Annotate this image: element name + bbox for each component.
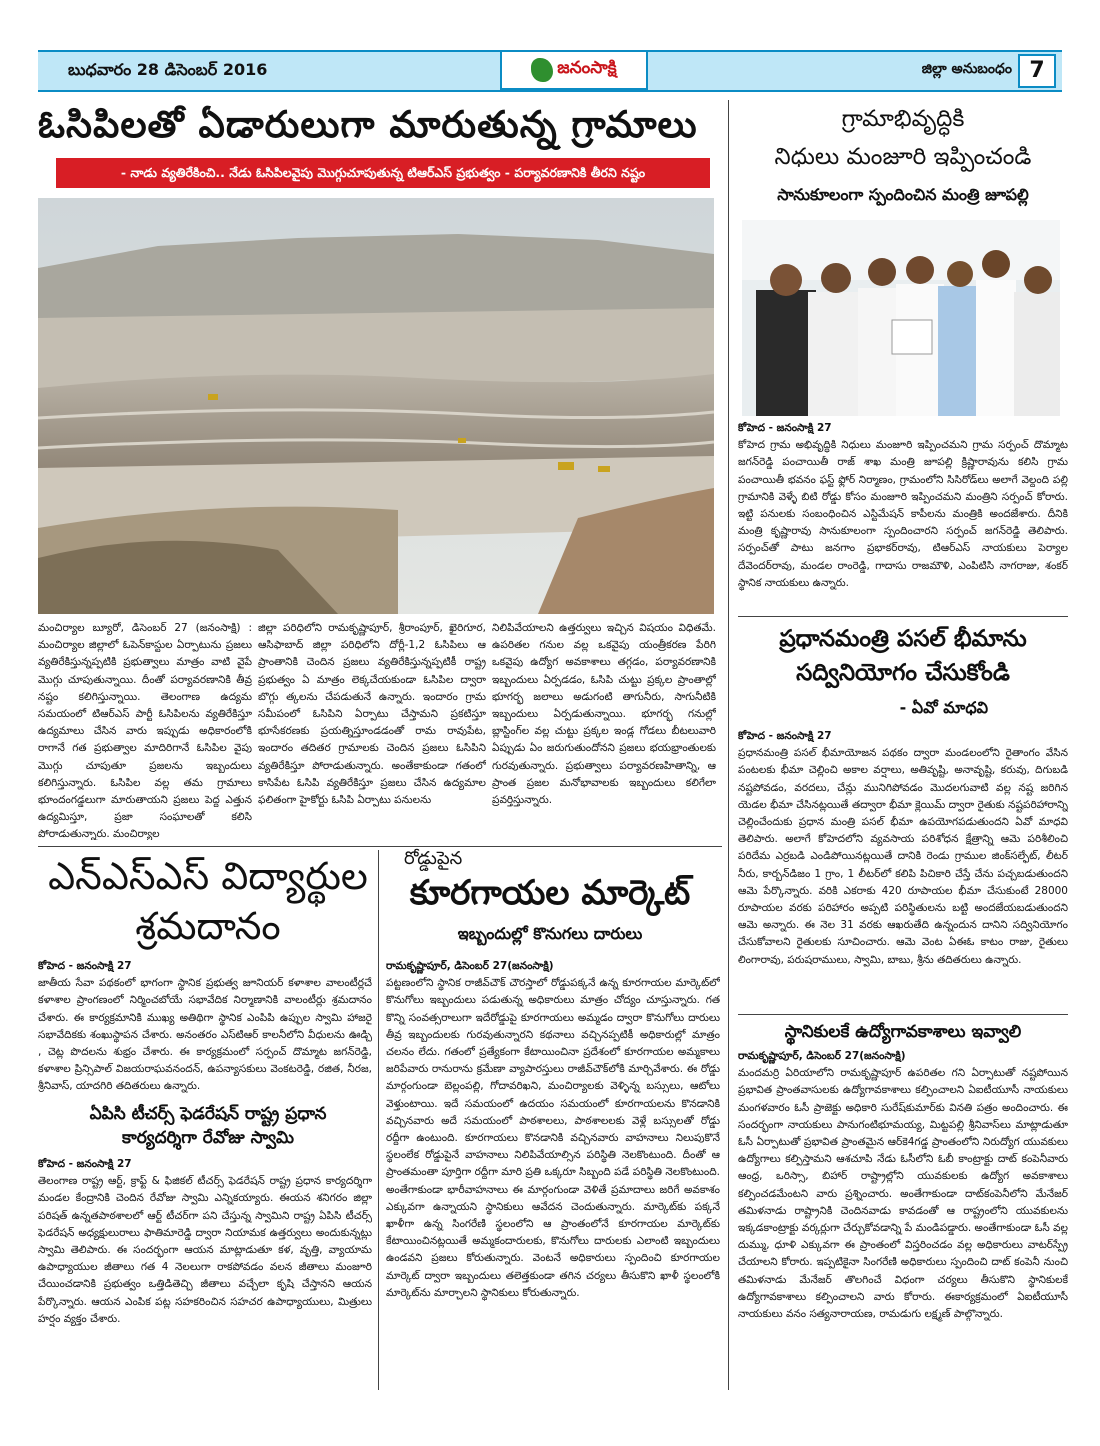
- page-header: [38, 50, 1062, 92]
- market-body: రామకృష్ణాపూర్, డిసెంబర్ 27(జనంసాక్షి) పట్టణంలోని స్థానిక రాజీవ్‌చౌక్ చౌరస్తాలో రోడ్డుపక్కనే ఉన్న కూరగాయల మార్కెట్‌లో కొనుగోలు ఇబ్బందులు పడుతున్న అధికారులు మాత్రం చోద్యం చూస్తున్నారు. గత కొన్ని సంవత్సరాలుగా ఇదేరోడ్డుపై కూరగాయలు అమ్మడం ద్వారా కొనుగోలు దారులు తీవ్ర ఇబ్బందులకు గురవుతున్నారని కథనాలు వచ్చినప్పటికీ అధికారుల్లో మాత్రం చలనం లేదు. గతంలో ప్రత్యేకంగా కేటాయించినా ప్రదేశంలో కూరగాయల అమ్మకాలు జరిపేవారు రానురాను క్రమేణా వ్యాపారస్తులు రాజీవ్‌చౌక్‌లోకి మార్చివేశారు. ఈ రోడ్డు మార్గంగుండా బెల్లంపల్లి, గోదావరిఖని, మంచిర్యాలకు వెళ్ళిన్న బస్సులు, ఆటోలు వెళ్తుంటాయి. ఇదే సమయంలో ఉదయం సమయంలో కూరగాయలను కొనడానికి వచ్చినవారు అదే సమయంలో పాఠశాలలు, పాఠశాలలకు వెళ్లే బస్సులతో రోడ్డు రద్దీగా ఉంటుంది. కూరగాయలు కొనడానికి వచ్చినవారు వాహనాలు నిలుపుకొనే స్థలంలేక రోడ్డుపైనే వాహనాలు నిలిపివేయాల్సిన పరిస్థితి నెలకొంటుంది. దీంతో ఆ ప్రాంతమంతా పూర్తిగా రద్దీగా మారి ప్రతి ఒక్కరూ సిబ్బంది పడే పరిస్థితి నెలకొంటుంది. అంతేగాకుండా భారీవాహనాలు ఈ మార్గంగుండా వెళితే ప్రమాదాలు జరిగే అవకాశం ఎక్కువగా ఉన్నాయని స్థానికులు ఆవేదన చెందుతున్నారు. మార్కెట్‌కు పక్కనే ఖాళీగా ఉన్న సింగరేణి స్థలంలోని ఆ ప్రాంతంలోనే కూరగాయల మార్కెట్‌కు కేటాయించినట్లయితే అమ్మకందారులకు, కొనుగోలు దారులకు ఎలాంటి ఇబ్బందులు ఉండవని ప్రజలు కోరుతున్నారు. వెంటనే అధికారులు స్పందించి కూరగాయల మార్కెట్ ద్వారా ఇబ్బందులు తలెత్తకుండా తగిన చర్యలు తీసుకొని ఖాళీ స్థలంలోకి మార్కెట్‌ను మార్చాలని స్థానికులు కోరుతున్నారు.: [386, 960, 720, 1299]
- masthead-logo: [500, 52, 648, 90]
- grama-headline-2: నిధులు మంజూరి ఇప్పించండి: [774, 144, 1032, 170]
- header-date: బుధవారం 28 డిసెంబర్ 2016: [68, 60, 268, 79]
- column-divider: [378, 850, 379, 1390]
- lead-kicker: - నాడు వ్యతిరేకించి.. నేడు ఓసిపిలవైపు మొగ్గుచూపుతున్న టిఆర్ఎస్ ప్రభుత్వం - పర్యావరణానికి తీరని నష్టం: [56, 158, 710, 188]
- apc-body: కోహెద - జనంసాక్షి 27 తెలంగాణ రాష్ట్ర ఆర్ట్, క్రాఫ్ట్ & ఫిజికల్ టీచర్స్ ఫెడరేషన్ రాష్ట్ర ప్రధాన కార్యదర్శిగా మండల కేంద్రానికి చెందిన రేవోజు స్వామి ఎన్నికయ్యారు. ఈయన శనిగరం జిల్లా పరిషత్ ఉన్నతపాఠశాలలో ఆర్ట్ టీచర్‌గా పని చేస్తున్న స్వామిని రాష్ట్ర ఏపిసి టీచర్స్ ఫెడరేషన్ అధ్యక్షులురాలు ఫాతిమారెడ్డి ద్వారా నియామక ఉత్తర్వులు అందుకున్నట్లు స్వామి తెలిపారు. ఈ సందర్భంగా ఆయన మాట్లాడుతూ కళ, వృత్తి, వ్యాయామ ఉపాధ్యాయుల జీతాలు గత 4 నెలలుగా రాకపోవడం వలన జీతాలు మంజూరి చేయించడానికి ప్రభుత్వం ఒత్తిడితెచ్చి జీతాలు వచ్చేలా కృషి చేస్తానని ఆయన పేర్కొన్నారు. ఆయన ఎంపిక పట్ల సహకరించిన సహచర ఉపాధ్యాయులు, మిత్రులు హర్షం వ్యక్తం చేశారు.: [38, 1158, 372, 1325]
- section-divider: [38, 846, 722, 847]
- section-name: జిల్లా అనుబంధం: [921, 61, 1012, 77]
- nss-headline-1: ఎన్ఎస్ఎస్ విద్యార్థుల: [48, 854, 368, 898]
- page-number: 7: [1018, 54, 1056, 88]
- market-dateline: రామకృష్ణాపూర్, డిసెంబర్ 27(జనంసాక్షి): [386, 960, 554, 972]
- nss-dateline: కోహెద - జనంసాక్షి 27: [38, 960, 132, 972]
- lead-column-1: మంచిర్యాల బ్యూరో, డిసెంబర్ 27 (జనంసాక్షి) : మంచిర్యాల జిల్లాలో ఓపెన్‌కాస్టుల ఏర్పాటును ప్రజలు వ్యతిరేకిస్తున్నప్పటికి ప్రభుత్వాలు మాత్రం వాటి వైపే మొగ్గు చూపుతున్నాయి. దీంతో పర్యావరణానికి తీవ్ర నష్టం కలిగిస్తున్నాయి. తెలంగాణ ఉద్యమ సమయంలో టిఆర్ఎస్ పార్టీ ఓసిపిలను వ్యతిరేకిస్తూ ఉద్యమాలు చేసిన వారు ఇప్పుడు అధికారంలోకి రాగానే గత ప్రభుత్వాల మాదిరిగానే ఓసిపిల వైపు మొగ్గు చూపుతూ ప్రజలను ఇబ్బందులు కలిగిస్తున్నారు. ఓసిపిల వల్ల తమ గ్రామాలు భూందంగడ్డలుగా మారుతాయని ప్రజలు పెద్ద ఎత్తున ఉద్యమిస్తూ, ప్రజా సంఘాలతో కలిసి పోరాడుతున్నారు. మంచిర్యాల: [38, 622, 252, 840]
- nss-headline-2: శ్రమదానం: [135, 904, 281, 948]
- column-divider: [728, 100, 729, 1390]
- local-jobs-dateline: రామకృష్ణాపూర్, డిసెంబర్ 27(జనంసాక్షి): [738, 1050, 906, 1062]
- section-divider: [738, 1014, 1068, 1015]
- grama-dateline: కోహెద - జనంసాక్షి 27: [738, 422, 832, 434]
- local-jobs-headline: స్థానికులకే ఉద్యోగావకాశాలు ఇవ్వాలి: [784, 1022, 1022, 1042]
- india-map-icon: [531, 58, 553, 82]
- bima-byline: - ఏవో మాధవి: [899, 698, 988, 717]
- grama-subhead: సానుకూలంగా స్పందించిన మంత్రి జూపల్లి: [777, 185, 1029, 204]
- bima-body: కోహెద - జనంసాక్షి 27 ప్రధానమంత్రి పసల్ భీమాయోజన పథకం ద్వారా మండలంలోని రైతాంగం వేసిన పంటలకు భీమా చెల్లించి అకాల వర్షాలు, అతివృష్టి, అనావృష్టి, కరువు, దిగుబడి నష్టపోవడం, వరదలు, చేన్లు మునిగిపోవడం మొదలగువాటి వల్ల నష్ట జరిగిన యెడల భీమా చేసినట్లయితే తద్వారా భీమా క్లెయిమ్ ద్వారా రైతుకు నష్టపరిహారాన్ని చెల్లించేందుకు ప్రధాన మంత్రి పసల్ భీమా ఉపయోగపడుతుందని ఏవో మాధవి తెలిపారు. అలాగే కోహెదలోని వ్యవసాయ పరిశోధన క్షేత్రాన్ని ఆమె పరిశీలించి పరిదేమ ఎర్రబడి ఎండిపోయినట్లయితే దానికి రెండు గ్రాముల జింక్‌సల్ఫేట్, లీటర్ నీరు, కార్బన్‌డిజం 1 గ్రాం, 1 లీటర్‌లో కలిపి పిచికారి చేస్తే చేను పచ్చబడుతుందని ఆమె పేర్కొన్నారు. వరికి ఎకరాకు 420 రూపాయల భీమా చేసుకుంటే 28000 రూపాయల వరకు పరిహారం అప్పటి పరిస్థితులను బట్టి అందజేయబడుతుందని ఆమె అన్నారు. ఈ నెల 31 వరకు ఆఖరుతేది ఉన్నందున దానిని సద్వినియోగం చేసుకోవాలని రైతులకు సూచించారు. ఆమె వెంట ఏఈఓ కాటం రాజు, రైతులు లింగారావు, పరుషరాములు, స్వామి, బాబు, శ్రీను తదితరులు ఉన్నారు.: [738, 730, 1068, 966]
- apc-headline-1: ఏపిసి టీచర్స్ ఫెడరేషన్ రాష్ట్ర ప్రధాన: [89, 1104, 327, 1124]
- minister-meeting-photo: [742, 220, 1060, 416]
- section-divider: [738, 616, 1068, 617]
- grama-body: కోహెద - జనంసాక్షి 27 కోహెద గ్రామ అభివృద్ధికి నిధులు మంజూరి ఇప్పించమని గ్రామ సర్పంచ్ దొమ్మాట జగన్‌రెడ్డి పంచాయితీ రాజ్ శాఖ మంత్రి జూపల్లి క్రిష్ణారావును కలిసి గ్రామ పంచాయితీ భవనం ఫస్ట్ ఫ్లోర్ నిర్మాణం, గ్రామంలోని సిసిరోడ్‌లు అలాగే వెల్దంది పల్లి గ్రామానికి వెళ్ళే బిటి రోడ్డు కోసం మంజూరి ఇప్పించమని మంత్రిని సర్పంచ్ కోరారు. ఇట్టి పనులకు సంబంధించిన ఎస్టిమేషన్ కాపీలను మంత్రికి అందజేశారు. దీనికి మంత్రి కృష్ణారావు సానుకూలంగా స్పందించారని సర్పంచ్ జగన్‌రెడ్డి తెలిపారు. సర్పంచ్‌తో పాటు జనగాం ప్రభాకర్‌రావు, టిఆర్ఎస్ నాయకులు పెర్యాల దేవెందర్‌రావు, మండల రాంరెడ్డి, గాదాసు రాజమౌళి, ఎంపిటిసి నాగరాజు, శంకర్ స్థానిక నాయకులు ఉన్నారు.: [738, 422, 1068, 589]
- market-subhead: ఇబ్బందుల్లో కొనుగలు దారులు: [457, 924, 643, 943]
- lead-headline: ఓసిపిలతో ఏడారులుగా మారుతున్న గ్రామాలు: [38, 103, 698, 146]
- apc-headline-2: కార్యదర్శిగా రేవోజు స్వామి: [122, 1128, 294, 1148]
- local-jobs-body: రామకృష్ణాపూర్, డిసెంబర్ 27(జనంసాక్షి) మందమర్రి ఏరియాలోని రామకృష్ణాపూర్ ఉపరితల గని ఏర్పాటుతో నష్టపోయిన ప్రభావిత ప్రాంతవాసులకు ఉద్యోగావకాశాలు కల్పించాలని ఏఐటీయూసీ నాయకులు మంగళవారం ఓసీ ప్రాజెక్టు అధికారి సురేష్‌కుమార్‌కు వినతి పత్రం అందించారు. ఈ సందర్భంగా నాయకులు పానుగంటిభూమయ్య, మిట్టపల్లి శ్రీనివాస్‌లు మాట్లాడుతూ ఓసీ ఏర్పాటుతో ప్రభావిత ప్రాంతమైన ఆర్‌కె4గడ్డ ప్రాంతంలోని నిరుద్యోగ యువకులు ఉద్యోగాలు కల్పిస్తామని ఆశచూపి నేడు ఓసీలోని ఓబీ కాంట్రాక్టు దాట్ కంపెనీవారు ఆంధ్ర, ఒరిస్సా, బిహార్ రాష్ట్రాల్లోని యువకులకు ఉద్యోగ అవకాశాలు కల్పించడమేంటని వారు ప్రశ్నించారు. అంతేగాకుండా దాట్‌కంపెనీలోని మేనేజర్ తమిళనాడు రాష్ట్రానికి చెందినవాడు కావడంతో ఆ రాష్ట్రంలోని యువకులను ఇక్కడకాంట్రాక్టు వర్కర్లుగా చేర్చుకోవడాన్ని పే మండిపడ్డారు. అంతేగాకుండా ఓసీ వల్ల దుమ్ము, ధూళి ఎక్కువగా ఈ ప్రాంతంలో విస్తరించడం వల్ల అధికారులు వాటర్‌స్ప్రే చేయాలని కోరారు. ఇప్పటికైనా సింగరేణి అధికారులు స్పందించి దాట్ కంపెనీ నుంచి తమిళనాడు మేనేజర్ తొలగించే విధంగా చర్యలు తీసుకొని స్థానికులకే ఉద్యోగావకాశాలు కల్పించాలని వారు కోరారు. ఈకార్యక్రమంలో ఏఐటీయూసీ నాయకులు వనం సత్యనారాయణ, రామడుగు లక్ష్మణ్ పాల్గొన్నారు.: [738, 1050, 1068, 1321]
- bima-dateline: కోహెద - జనంసాక్షి 27: [738, 730, 832, 742]
- apc-dateline: కోహెద - జనంసాక్షి 27: [38, 1158, 132, 1170]
- open-cast-mine-photo: [38, 198, 714, 614]
- market-headline-2: కూరగాయల మార్కెట్: [409, 873, 691, 913]
- lead-column-3: నిలిపివేయాలని ఉత్తర్వులు ఇచ్చిన విషయం విధితమే. ఉపరితల గనుల వల్ల ఒకవైపు యంత్రీకరణ పేరిగి ఒకవైపు ఉద్యోగ అవకాశాలు తగ్గడం, పర్యావరణానికి ఇబ్బందులు ఏర్పడడం, ఓసిపి చుట్టు ప్రక్కల ప్రాంతాల్లో భూగర్భ జలాలు అడుగంటి తాగునీరు, సాగునీటికి ఇబ్బందులు ఏర్పడుతున్నాయి. భూగర్భ గనుల్లో బ్లాస్టింగ్‌ల వల్ల చుట్టు ప్రక్కల ఇండ్ల గోడలు బీటలువారి ఏప్పుడు ఏం జరుగుతుందోనని ప్రజలు భయభ్రాంతులకు గురవుతున్నారు. ప్రభుత్వాలు పర్యావరణహితాన్ని, ఆ ప్రాంత ప్రజల మనోభావాలకు ఇబ్బందులు కలిగేలా ప్రవర్తిస్తున్నారు.: [492, 622, 716, 807]
- grama-headline-1: గ్రామాభివృద్ధికి: [841, 106, 965, 132]
- bima-headline-1: ప్రధానమంత్రి పసల్ భీమాను: [779, 626, 1027, 652]
- market-headline-1: రోడ్డుపైన: [404, 848, 463, 869]
- lead-column-2: జిల్లా పరిధిలోని రామకృష్ణాపూర్, శ్రీరాంపూర్, ఖైరిగూర, ఆసిఫాబాద్ జిల్లా పరిధిలోని దోర్లీ-1,2 ఓసిపిలు ఆ ప్రాంతానికి చెందిన ప్రజలు వ్యతిరేకిస్తున్నప్పటికీ రాష్ట్ర ప్రభుత్వం ఏ మాత్రం లెక్కచేయకుండా ఓసిపిల ద్వారా బొగ్గు త్కలను చేపడుతునే ఉన్నారు. ఇందారం గ్రామ సమీపంలో ఓసిపిని ఏర్పాటు చేస్తామని ప్రకటిస్తూ భూసేకరణకు ప్రయత్నిస్తూండడంతో రామ రావుపేట, ఇందారం తదితర గ్రామాలకు చెందిన ప్రజలు ఓసిపిని వ్యతిరేకిస్తూ పోరాడుతున్నారు. అంతేకాకుండా గతంలో కాసిపేట ఓసిపి వ్యతిరేకిస్తూ ప్రజలు చేసిన ఉద్యమాల ఫలితంగా హైకోర్టు ఓసిపి ఏర్పాటు పనులను: [258, 622, 486, 807]
- logo-text: జనంసాక్షి: [557, 58, 617, 78]
- nss-body: కోహెద - జనంసాక్షి 27 జాతీయ సేవా పథకంలో భాగంగా స్థానిక ప్రభుత్వ జూనియర్ కళాశాల వాలంటీర్లచే కళాశాల ప్రాంగణంలో నిర్మించబోయే సభావేదిక నిర్మాణానికి వాలంటీర్లు శ్రమదానం చేశారు. ఈ కార్యక్రమానికి ముఖ్య అతిథిగా స్థానిక ఎంపిపి ఉప్పుల స్వామి హాజరై సభావేదికకు శంఖుస్థాపన చేశారు. అనంతరం ఎస్‌టిఆర్ కాలనీలోని వీధులను ఊడ్చి , చెట్ల పొదలను శుభ్రం చేశారు. ఈ కార్యక్రమంలో సర్పంచ్ దొమ్మాట జగన్‌రెడ్డి, కళాశాల ప్రిన్సిపాల్ విజయరాఘవనందన్, ఉపన్యాసకులు వెంకటరెడ్డి, రజిత, నీరజ, శ్రీనివాస్, యాదగిరి తదితరులు ఉన్నారు.: [38, 960, 372, 1093]
- bima-headline-2: సద్వినియోగం చేసుకోండి: [796, 660, 1010, 686]
